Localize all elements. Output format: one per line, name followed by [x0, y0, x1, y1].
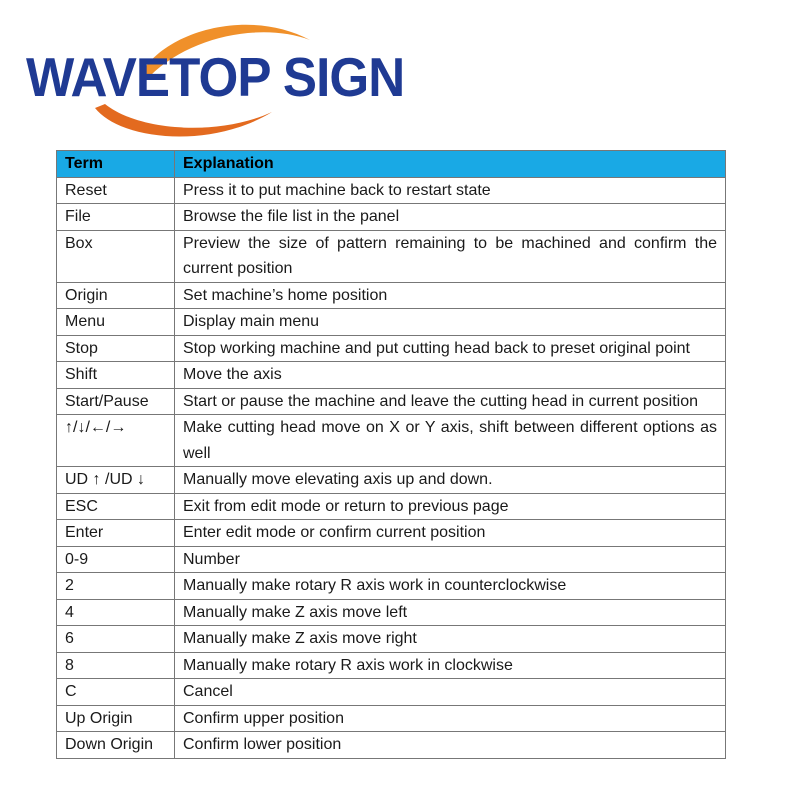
term-cell: 6 [57, 626, 175, 653]
table-row [57, 546, 726, 573]
explanation-cell: Start or pause the machine and leave the cutting head in current position [175, 388, 726, 415]
explanation-cell: Manually make Z axis move left [175, 599, 726, 626]
table-row [57, 204, 726, 231]
explanation-cell: Number [175, 546, 726, 573]
term-cell: UD ↑ /UD ↓ [57, 467, 175, 494]
explanation-cell: Manually make Z axis move right [175, 626, 726, 653]
table-row [57, 679, 726, 706]
term-cell: Start/Pause [57, 388, 175, 415]
header-explanation: Explanation [175, 151, 726, 178]
term-cell: Box [57, 230, 175, 282]
term-cell: 8 [57, 652, 175, 679]
table-row [57, 705, 726, 732]
term-cell: Menu [57, 309, 175, 336]
table-row [57, 599, 726, 626]
table-row [57, 520, 726, 547]
explanation-cell: Manually make rotary R axis work in counterclockwise [175, 573, 726, 600]
brand-logo [0, 0, 800, 150]
term-cell: 4 [57, 599, 175, 626]
term-cell: Shift [57, 362, 175, 389]
table-row [57, 652, 726, 679]
logo-bottom-arc [95, 104, 272, 137]
table-row [57, 388, 726, 415]
table-row [57, 626, 726, 653]
explanation-cell: Set machine’s home position [175, 282, 726, 309]
explanation-cell: Press it to put machine back to restart state [175, 177, 726, 204]
table-row [57, 467, 726, 494]
explanation-cell: Confirm lower position [175, 732, 726, 759]
table-row [57, 573, 726, 600]
term-cell: Down Origin [57, 732, 175, 759]
table-row [57, 362, 726, 389]
term-cell: 0-9 [57, 546, 175, 573]
logo-text: WAVETOP SIGN [26, 46, 405, 108]
explanation-cell: Browse the file list in the panel [175, 204, 726, 231]
term-cell: 2 [57, 573, 175, 600]
term-cell: ESC [57, 493, 175, 520]
table-header-row [57, 151, 726, 178]
table-row [57, 309, 726, 336]
explanation-cell: Make cutting head move on X or Y axis, shift between different options as well [175, 415, 726, 467]
table-row [57, 282, 726, 309]
explanation-cell: Enter edit mode or confirm current position [175, 520, 726, 547]
explanation-cell: Move the axis [175, 362, 726, 389]
term-cell: File [57, 204, 175, 231]
header-term: Term [57, 151, 175, 178]
explanation-cell: Cancel [175, 679, 726, 706]
term-cell: Reset [57, 177, 175, 204]
term-cell: Enter [57, 520, 175, 547]
table-row [57, 732, 726, 759]
explanation-cell: Manually make rotary R axis work in clockwise [175, 652, 726, 679]
term-cell: Up Origin [57, 705, 175, 732]
term-cell: Origin [57, 282, 175, 309]
table-row [57, 415, 726, 467]
explanation-cell: Manually move elevating axis up and down. [175, 467, 726, 494]
term-cell: ↑/↓/←/→ [57, 415, 175, 467]
table-row [57, 493, 726, 520]
explanation-cell: Stop working machine and put cutting head back to preset original point [175, 335, 726, 362]
explanation-cell: Confirm upper position [175, 705, 726, 732]
table-row [57, 177, 726, 204]
table-row [57, 230, 726, 282]
explanation-cell: Preview the size of pattern remaining to be machined and confirm the current position [175, 230, 726, 282]
term-cell: Stop [57, 335, 175, 362]
terms-table [56, 150, 726, 759]
table-row [57, 335, 726, 362]
term-cell: C [57, 679, 175, 706]
explanation-cell: Exit from edit mode or return to previous page [175, 493, 726, 520]
explanation-cell: Display main menu [175, 309, 726, 336]
